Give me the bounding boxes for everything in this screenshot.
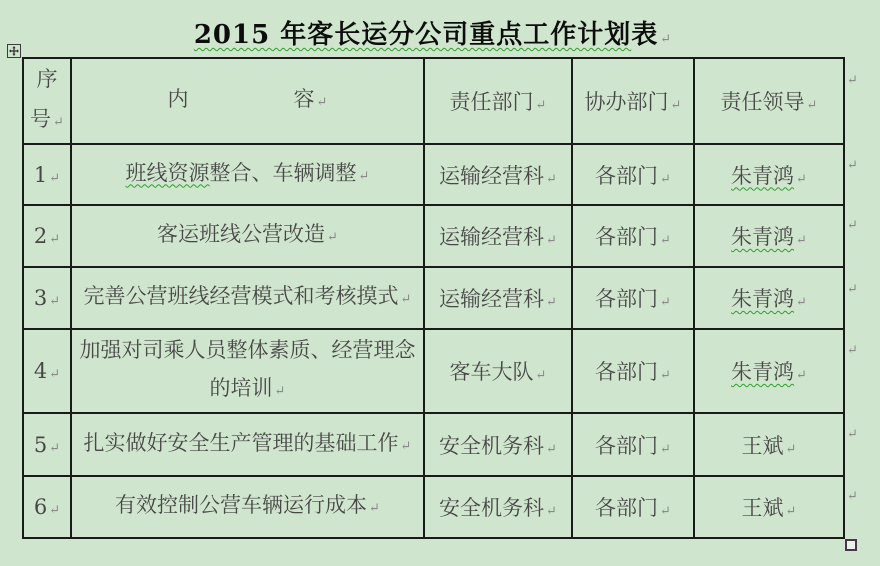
cell-serial-no: 2 ↵ xyxy=(23,205,71,267)
paragraph-mark-icon: ↵ xyxy=(327,230,338,245)
row-end-mark-icon: ↵ xyxy=(847,218,858,233)
move-arrows-icon xyxy=(9,46,19,56)
row-end-mark-icon: ↵ xyxy=(847,343,858,358)
row-end-mark-icon: ↵ xyxy=(847,282,858,297)
cell-responsible-leader: 王斌 ↵ xyxy=(694,413,844,476)
paragraph-mark-icon: ↵ xyxy=(400,292,412,307)
paragraph-mark-icon: ↵ xyxy=(785,441,797,457)
table-row xyxy=(23,205,844,267)
header-serial-line1: 序 xyxy=(36,67,58,91)
cell-responsible-leader: 朱青鸿 ↵ xyxy=(694,144,844,205)
table-row xyxy=(23,144,844,205)
paragraph-mark-icon: ↵ xyxy=(796,171,807,187)
cell-content: 有效控制公营车辆运行成本 ↵ xyxy=(71,476,424,538)
cell-responsible-leader: 朱青鸿 ↵ xyxy=(694,267,844,329)
table-resize-handle-icon[interactable] xyxy=(845,539,857,551)
cell-responsible-dept: 运输经营科 ↵ xyxy=(424,144,572,205)
header-assisting-dept: 协办部门 ↵ xyxy=(572,58,694,144)
cell-content: 客运班线公营改造 ↵ xyxy=(71,205,424,267)
paragraph-mark-icon: ↵ xyxy=(358,168,370,184)
paragraph-mark-icon: ↵ xyxy=(535,368,547,383)
paragraph-mark-icon: ↵ xyxy=(546,171,557,187)
paragraph-mark-icon: ↵ xyxy=(49,503,61,518)
paragraph-mark-icon: ↵ xyxy=(785,504,797,519)
page-title xyxy=(22,14,843,56)
paragraph-mark-icon: ↵ xyxy=(49,440,61,456)
cell-serial-no: 3 ↵ xyxy=(23,267,71,329)
cell-content: 完善公营班线经营模式和考核摸式 ↵ xyxy=(71,267,424,329)
work-plan-table xyxy=(22,57,845,539)
cell-assisting-dept: 各部门 ↵ xyxy=(572,329,694,413)
paragraph-mark-icon: ↵ xyxy=(806,98,818,113)
paragraph-mark-icon: ↵ xyxy=(546,233,557,248)
title-text-tail: 表 xyxy=(631,20,659,50)
header-responsible-leader: 责任领导 ↵ xyxy=(694,58,844,144)
table-row xyxy=(23,329,844,413)
cell-assisting-dept: 各部门 ↵ xyxy=(572,144,694,205)
cell-serial-no: 4 ↵ xyxy=(23,329,71,413)
cell-serial-no: 5 ↵ xyxy=(23,413,71,476)
cell-content: 扎实做好安全生产管理的基础工作 ↵ xyxy=(71,413,424,476)
cell-content: 加强对司乘人员整体素质、经营理念的培训 ↵ xyxy=(71,329,424,413)
cell-responsible-leader: 朱青鸿 ↵ xyxy=(694,329,844,413)
paragraph-mark-icon: ↵ xyxy=(49,367,61,382)
paragraph-mark-icon: ↵ xyxy=(546,295,557,310)
cell-responsible-leader: 朱青鸿 ↵ xyxy=(694,205,844,267)
paragraph-mark-icon: ↵ xyxy=(660,171,671,187)
cell-responsible-dept: 运输经营科 ↵ xyxy=(424,267,572,329)
paragraph-mark-icon: ↵ xyxy=(670,98,682,113)
cell-assisting-dept: 各部门 ↵ xyxy=(572,476,694,538)
paragraph-mark-icon: ↵ xyxy=(400,438,412,454)
header-content: 内 容 ↵ xyxy=(71,58,424,144)
table-move-handle-icon[interactable] xyxy=(7,44,21,58)
paragraph-mark-icon: ↵ xyxy=(796,295,807,310)
paragraph-mark-icon: ↵ xyxy=(49,170,61,186)
paragraph-mark-icon: ↵ xyxy=(660,504,671,519)
paragraph-mark-icon: ↵ xyxy=(53,115,64,130)
paragraph-mark-icon: ↵ xyxy=(316,95,328,110)
paragraph-mark-icon: ↵ xyxy=(660,368,671,383)
content-misspelled-text: 班线资源 xyxy=(125,160,210,185)
paragraph-mark-icon: ↵ xyxy=(369,501,380,516)
paragraph-mark-icon: ↵ xyxy=(660,441,671,457)
paragraph-mark-icon: ↵ xyxy=(660,233,671,248)
cell-responsible-leader: 王斌 ↵ xyxy=(694,476,844,538)
paragraph-mark-icon: ↵ xyxy=(49,232,61,247)
paragraph-mark-icon: ↵ xyxy=(660,295,671,310)
row-end-mark-icon: ↵ xyxy=(847,489,858,504)
cell-responsible-dept: 安全机务科 ↵ xyxy=(424,413,572,476)
paragraph-mark-icon: ↵ xyxy=(546,504,557,519)
row-end-mark-icon: ↵ xyxy=(847,427,858,442)
row-end-mark-icon: ↵ xyxy=(847,73,858,88)
table-row xyxy=(23,413,844,476)
paragraph-mark-icon: ↵ xyxy=(546,441,557,457)
paragraph-mark-icon: ↵ xyxy=(274,384,286,399)
paragraph-mark-icon: ↵ xyxy=(660,32,672,47)
cell-serial-no: 6 ↵ xyxy=(23,476,71,538)
row-end-mark-icon: ↵ xyxy=(847,158,858,173)
paragraph-mark-icon: ↵ xyxy=(535,98,547,113)
paragraph-mark-icon: ↵ xyxy=(796,368,807,383)
cell-responsible-dept: 运输经营科 ↵ xyxy=(424,205,572,267)
paragraph-mark-icon: ↵ xyxy=(796,233,807,248)
cell-assisting-dept: 各部门 ↵ xyxy=(572,205,694,267)
header-serial-no xyxy=(23,58,71,144)
header-serial-line2: 号 xyxy=(30,107,52,131)
paragraph-mark-icon: ↵ xyxy=(49,294,61,309)
cell-assisting-dept: 各部门 ↵ xyxy=(572,413,694,476)
cell-responsible-dept: 安全机务科 ↵ xyxy=(424,476,572,538)
cell-serial-no: 1 ↵ xyxy=(23,144,71,205)
cell-responsible-dept: 客车大队 ↵ xyxy=(424,329,572,413)
cell-assisting-dept: 各部门 ↵ xyxy=(572,267,694,329)
table-header-row xyxy=(23,58,844,144)
cell-content: 班线资源整合、车辆调整 ↵ xyxy=(71,144,424,205)
table-row xyxy=(23,267,844,329)
header-responsible-dept: 责任部门 ↵ xyxy=(424,58,572,144)
title-text-underlined: 2015 年客长运分公司重点工作计划 xyxy=(193,20,632,50)
table-row xyxy=(23,476,844,538)
